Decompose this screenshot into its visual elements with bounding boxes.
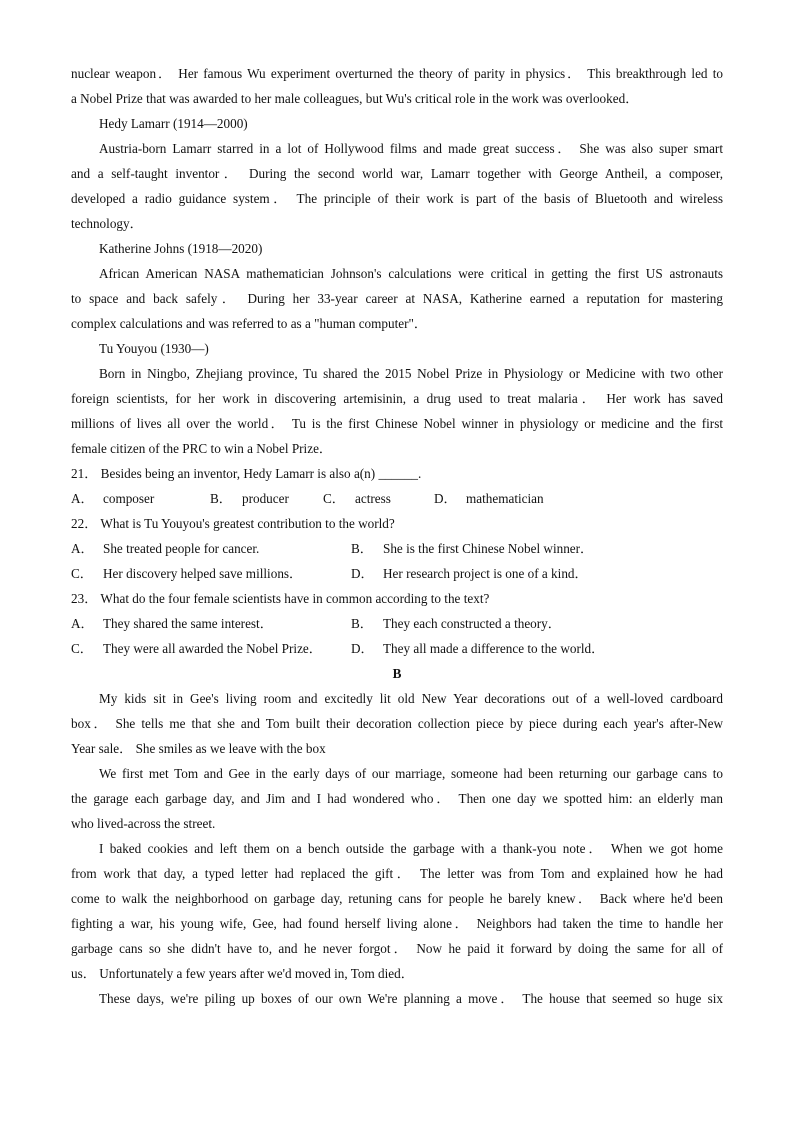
option-row (71, 611, 723, 636)
question-stem: 21． Besides being an inventor, Hedy Lamarr is also a(n) ______. (71, 466, 422, 481)
text-line: My kids sit in Gee's living room and excitedly lit old New Year decorations out of a well-loved cardboard (99, 691, 723, 706)
option-text: mathematician (466, 491, 544, 506)
option-a[interactable] (71, 536, 351, 561)
option-c[interactable] (71, 636, 351, 661)
text-line: technology． (71, 216, 143, 231)
option-letter: B． (351, 616, 373, 631)
question-stem: 22． What is Tu Youyou's greatest contribution to the world? (71, 516, 395, 531)
wu-paragraph (71, 61, 723, 111)
question-21 (71, 461, 723, 511)
lamarr-heading: Hedy Lamarr (1914—2000) (99, 116, 248, 131)
passage-b-paragraph-1 (71, 686, 723, 761)
option-letter: C． (71, 641, 93, 656)
option-letter: B． (351, 541, 373, 556)
option-text: They shared the same interest． (103, 616, 273, 631)
text-line: box． She tells me that she and Tom built their decoration collection piece by piece during each year's after-New (71, 716, 723, 731)
option-a[interactable] (71, 611, 351, 636)
option-text: They were all awarded the Nobel Prize． (103, 641, 322, 656)
text-line: complex calculations and was referred to as a "human computer"． (71, 316, 428, 331)
option-letter: C． (71, 566, 93, 581)
text-line: foreign scientists, for her work in discovering artemisinin, a drug used to treat malaria． Her work has saved (71, 391, 723, 406)
option-b[interactable] (210, 486, 323, 511)
text-line: female citizen of the PRC to win a Nobel Prize． (71, 441, 333, 456)
option-row (71, 536, 723, 561)
text-line: from work that day, a typed letter had replaced the gift． The letter was from Tom and explained how he had (71, 866, 723, 881)
option-text: They all made a difference to the world． (383, 641, 605, 656)
text-line: who lived-across the street. (71, 816, 216, 831)
option-text: She is the first Chinese Nobel winner． (383, 541, 594, 556)
option-row (71, 486, 723, 511)
question-22 (71, 511, 723, 586)
text-line: us． Unfortunately a few years after we'd moved in, Tom died． (71, 966, 414, 981)
option-text: composer (103, 491, 155, 506)
text-line: to space and back safely． During her 33-year career at NASA, Katherine earned a reputation for mastering (71, 291, 723, 306)
option-c[interactable] (71, 561, 351, 586)
text-line: a Nobel Prize that was awarded to her male colleagues, but Wu's critical role in the work was overlooked． (71, 91, 639, 106)
option-row (71, 636, 723, 661)
option-letter: A． (71, 491, 94, 506)
text-line: Year sale． She smiles as we leave with the box (71, 741, 326, 756)
text-line: garbage cans so she didn't have to, and he never forgot． Now he paid it forward by doing the same for all of (71, 941, 723, 956)
option-a[interactable] (71, 486, 210, 511)
tu-heading: Tu Youyou (1930—) (99, 341, 209, 356)
option-c[interactable] (323, 486, 434, 511)
johns-heading: Katherine Johns (1918—2020) (99, 241, 263, 256)
question-23 (71, 586, 723, 661)
text-line: I baked cookies and left them on a bench outside the garbage with a thank-you note． When we got home (99, 841, 723, 856)
passage-b-paragraph-2 (71, 761, 723, 836)
exam-page (71, 61, 723, 1011)
option-d[interactable] (434, 486, 594, 511)
text-line: Austria-born Lamarr starred in a lot of Hollywood films and made great success． She was also super smart (99, 141, 723, 156)
text-line: and a self-taught inventor． During the second world war, Lamarr together with George Antheil, a composer, (71, 166, 723, 181)
option-letter: C． (323, 491, 345, 506)
text-line: developed a radio guidance system． The principle of their work is part of the basis of Bluetooth and wireless (71, 191, 723, 206)
option-text: Her discovery helped save millions． (103, 566, 303, 581)
passage-b-paragraph-4 (71, 986, 723, 1011)
text-line: Born in Ningbo, Zhejiang province, Tu shared the 2015 Nobel Prize in Physiology or Medicine with two other (99, 366, 723, 381)
option-letter: D． (351, 641, 374, 656)
option-letter: D． (434, 491, 457, 506)
question-stem: 23． What do the four female scientists have in common according to the text? (71, 591, 490, 606)
option-text: Her research project is one of a kind． (383, 566, 588, 581)
option-b[interactable] (351, 536, 593, 561)
option-letter: A． (71, 541, 94, 556)
text-line: the garage each garbage day, and Jim and I had wondered who． Then one day we spotted him: an elderly man (71, 791, 723, 806)
option-letter: B． (210, 491, 232, 506)
text-line: We first met Tom and Gee in the early days of our marriage, someone had been returning our garbage cans to (99, 766, 723, 781)
text-line: come to walk the neighborhood on garbage day, retuning cans for people he barely knew． Back where he'd been (71, 891, 723, 906)
option-letter: A． (71, 616, 94, 631)
option-text: producer (242, 491, 289, 506)
text-line: millions of lives all over the world． Tu is the first Chinese Nobel winner in physiology or medicine and the first (71, 416, 723, 431)
option-d[interactable] (351, 636, 604, 661)
lamarr-paragraph (71, 136, 723, 236)
text-line: These days, we're piling up boxes of our own We're planning a move． The house that seemed so huge six (99, 991, 723, 1006)
option-letter: D． (351, 566, 374, 581)
text-line: African American NASA mathematician Johnson's calculations were critical in getting the first US astronauts (99, 266, 723, 281)
option-row (71, 561, 723, 586)
option-text: actress (355, 491, 391, 506)
option-d[interactable] (351, 561, 588, 586)
tu-paragraph (71, 361, 723, 461)
johns-paragraph (71, 261, 723, 336)
text-line: fighting a war, his young wife, Gee, had found herself living alone． Neighbors had taken the time to handle her (71, 916, 723, 931)
text-line: nuclear weapon． Her famous Wu experiment overturned the theory of parity in physics． This breakthrough led to (71, 66, 723, 81)
option-text: She treated people for cancer. (103, 541, 260, 556)
option-b[interactable] (351, 611, 561, 636)
option-text: They each constructed a theory． (383, 616, 561, 631)
passage-b-heading: B (392, 666, 402, 681)
passage-b-paragraph-3 (71, 836, 723, 986)
